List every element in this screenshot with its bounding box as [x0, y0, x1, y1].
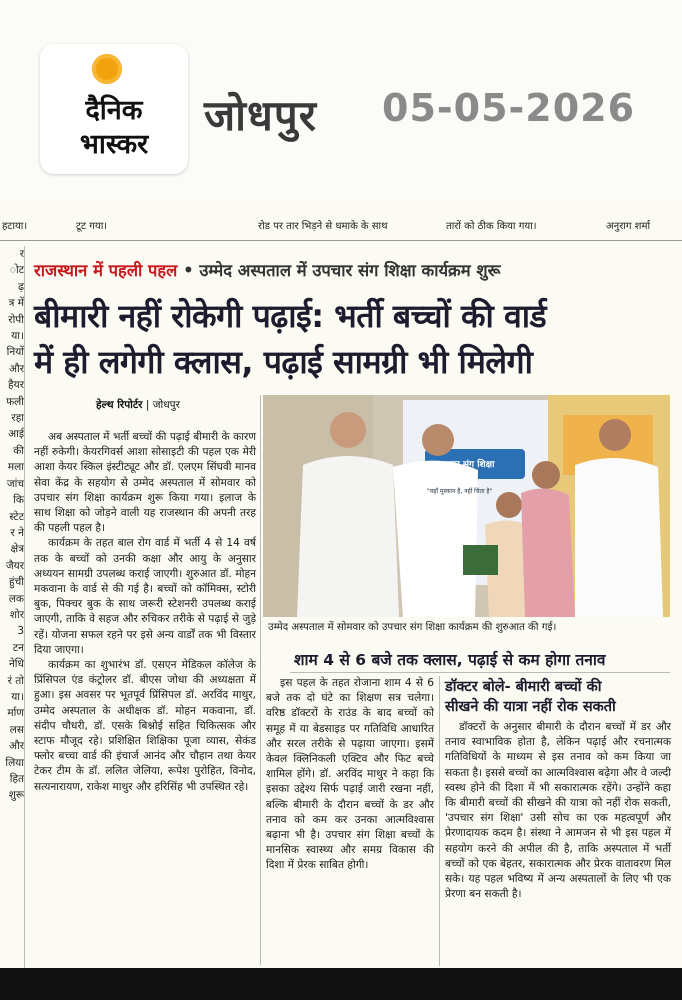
edition-date: 05-05-2026	[382, 86, 636, 130]
snippet: टूट गया।	[76, 221, 108, 232]
banner-subtext: "यहाँ मुस्कान है, नहीं चिंता है"	[427, 488, 493, 495]
column-fragment: 3	[17, 625, 24, 638]
column-fragment: रहा	[11, 412, 24, 425]
column-fragment: कि	[13, 494, 24, 507]
event-photo	[263, 395, 670, 617]
column-fragment: त्र में	[8, 297, 24, 310]
subheading: शाम 4 से 6 बजे तक क्लास, पढ़ाई से कम होगा तनाव	[294, 651, 606, 669]
dateline: | जोधपुर	[145, 399, 180, 411]
article-column-1	[34, 430, 256, 795]
column-fragment: शुरू	[8, 789, 24, 802]
column-fragment: र्माण	[7, 707, 24, 720]
snippet: हटाया।	[2, 221, 28, 232]
logo-line1: दैनिक	[85, 95, 143, 126]
column-fragment: और	[8, 362, 24, 375]
column-fragment: जांच	[6, 477, 24, 490]
article-column-3	[445, 720, 671, 902]
kicker-text: उम्मेद अस्पताल में उपचार संग शिक्षा कार्यक्रम शुरू	[199, 261, 501, 280]
column-fragment: और	[8, 740, 24, 753]
column-fragment: जैयर	[5, 559, 24, 572]
photo-illustration	[263, 395, 670, 617]
column-fragment: नेधि	[8, 658, 24, 671]
column-fragment: ढ़	[18, 280, 24, 293]
column-fragment: लिया	[5, 756, 24, 769]
snippet: रोड पर तार भिड़ने से धमाके के साथ	[258, 221, 388, 232]
column-fragment: या।	[11, 330, 24, 343]
snippet: तारों को ठीक किया गया।	[446, 221, 537, 232]
paragraph: इस पहल के तहत रोजाना शाम 4 से 6 बजे तक दो घंटे का शिक्षण सत्र चलेगा। वरिष्ठ डॉक्टरों के राउंड के बाद बच्चों को समूह में या बेडसाइड पर गतिविधि आधारित और सरल तरीके से पढ़ाया जाएगा। इसमें केवल क्लिनिकली एक्टिव और फिट बच्चे शामिल होंगे। डॉ. अरविंद माथुर ने कहा कि इसका उद्देश्य सिर्फ पढ़ाई जारी रखना नहीं, बल्कि बीमारी के दौरान बच्चों के डर और तनाव को कम कर उनका आत्मविश्वास बढ़ाना भी है। उपचार संग शिक्षा बच्चों के मानसिक स्वास्थ्य और समग्र विकास की दिशा में प्रेरक साबित होगी।	[266, 677, 434, 872]
paragraph: डॉक्टरों के अनुसार बीमारी के दौरान बच्चों में डर और तनाव स्वाभाविक होता है, लेकिन पढ़ाई और रचनात्मक गतिविधियों के माध्यम से इस तनाव को कम किया जा सकता है। इससे बच्चों का आत्मविश्वास बढ़ेगा और वे जल्दी स्वस्थ होने की दिशा में भी सकारात्मक रहेंगे। उन्होंने कहा कि बीमारी बच्चों की सीखने की यात्रा को नहीं रोक सकती, 'उपचार संग शिक्षा' उसी सोच का एक महत्वपूर्ण और प्रेरणादायक कदम है। संस्था ने आमजन से भी इस पहल में सहयोग करने की अपील की है, ताकि अस्पताल में भर्ती बच्चों को एक बेहतर, सकारात्मक और प्रेरक वातावरण मिल सके। यह पहल भविष्य में अन्य अस्पतालों के लिए भी एक प्रेरणा बन सकती है।	[445, 721, 671, 901]
column-divider	[439, 676, 440, 966]
article-column-2	[266, 676, 434, 874]
banner-text: उपचार संग शिक्षा	[438, 460, 495, 470]
bottom-bar	[0, 968, 682, 1000]
column-fragment: रोपी	[8, 313, 24, 326]
column-fragment: की	[13, 444, 24, 457]
kicker-separator: •	[177, 261, 200, 280]
column-fragment: फली	[6, 395, 24, 408]
photo-caption: उम्मेद अस्पताल में सोमवार को उपचार संग शिक्षा कार्यक्रम की शुरुआत की गई।	[268, 622, 557, 633]
column-fragment: हैयर	[8, 379, 24, 392]
column-fragment: रं तो	[7, 674, 24, 687]
paragraph: अब अस्पताल में भर्ती बच्चों की पढ़ाई बीमारी के कारण नहीं रुकेगी। केयरगिवर्स आशा सोसाइटी की पहल एक मेरी आशा केयर स्किल इंस्टीट्यूट और डॉ. एलएम सिंघवी मानव सेवा केंद्र के सहयोग से उम्मेद अस्पताल में सोमवार को उपचार संग शिक्षा कार्यक्रम शुरू किया गया। इलाज के साथ शिक्षा को जोड़ने वाली यह राजस्थान की अपनी तरह की पहली पहल है।	[34, 431, 256, 535]
sun-icon	[92, 54, 122, 84]
column-divider	[260, 395, 261, 965]
reporter: हेल्थ रिपोर्टर	[96, 399, 143, 411]
logo-line2: भास्कर	[79, 129, 149, 160]
story-kicker	[34, 258, 500, 281]
divider	[290, 672, 670, 673]
column-fragment: आई	[8, 428, 24, 441]
headline-line2: में ही लगेगी क्लास, पढ़ाई सामग्री भी मिलेगी	[34, 343, 533, 381]
column3-heading-1: डॉक्टर बोले- बीमारी बच्चों की	[445, 679, 602, 695]
divider	[0, 240, 682, 241]
column3-heading-2: सीखने की यात्रा नहीं रोक सकती	[445, 699, 616, 715]
column-fragment: स्टेट	[9, 510, 24, 523]
column-fragment: र ने	[10, 526, 24, 539]
snippet: अनुराग शर्मा	[606, 221, 651, 232]
adjacent-column-fragments	[0, 246, 25, 986]
column-fragment: शोर	[9, 608, 24, 621]
column-fragment: क्षेत्र	[10, 543, 24, 556]
column-fragment: लस	[9, 723, 24, 736]
column-fragment: या।	[11, 690, 24, 703]
column-fragment: मला	[7, 461, 24, 474]
edition-city: जोधपुर	[204, 91, 317, 140]
headline-line1: बीमारी नहीं रोकेगी पढ़ाई: भर्ती बच्चों की वार्ड	[34, 297, 547, 335]
kicker-highlight: राजस्थान में पहली पहल	[34, 261, 178, 280]
column-fragment: हित	[9, 773, 24, 785]
byline	[96, 398, 180, 412]
column-fragment: लक	[8, 592, 24, 605]
paragraph: कार्यक्रम का शुभारंभ डॉ. एसएन मेडिकल कॉलेज के प्रिंसिपल एंड कंट्रोलर डॉ. बीएस जोधा की अध्यक्षता में हुआ। इस अवसर पर भूतपूर्व प्रिंसिपल डॉ. अरविंद माथुर, उम्मेद अस्पताल के अधीक्षक डॉ. मोहन मकवाना, डॉ. संदीप चौधरी, डॉ. एसके बिश्नोई सहित चिकित्सक और स्टाफ मौजूद रहे। प्रशिक्षित शिक्षिका पूजा व्यास, सेकंड फ्लोर बच्चा वार्ड की इंचार्ज आनंद और चौहान तथा केयर टेकर टीम के डॉ. ललित जेलिया, रूपेश पुरोहित, विनोद, सत्यनारायण, राकेश माथुर और हरिसिंह भी उपस्थित रहे।	[34, 659, 256, 793]
column-fragment: र	[19, 248, 24, 260]
column-fragment: टन	[12, 641, 24, 654]
column-fragment: नियों	[6, 346, 24, 359]
column-fragment: ोट	[9, 264, 24, 277]
column-fragment: हुंची	[9, 576, 24, 589]
paragraph: कार्यक्रम के तहत बाल रोग वार्ड में भर्ती 4 से 14 वर्ष तक के बच्चों को उनकी कक्षा और आयु के अनुसार अध्ययन सामग्री उपलब्ध कराई जाएगी। शुरुआत डॉ. मोहन मकवाना के वार्ड से की गई है। बच्चों को कॉमिक्स, स्टोरी बुक, पिक्चर बुक के साथ जरूरी स्टेशनरी उपलब्ध कराई जाएगी, ताकि वे सहज और रुचिकर तरीके से पढ़ाई से जुड़े रहें। योजना सफल रहने पर इसे अन्य वार्डों तक भी विस्तार दिया जाएगा।	[34, 537, 256, 656]
